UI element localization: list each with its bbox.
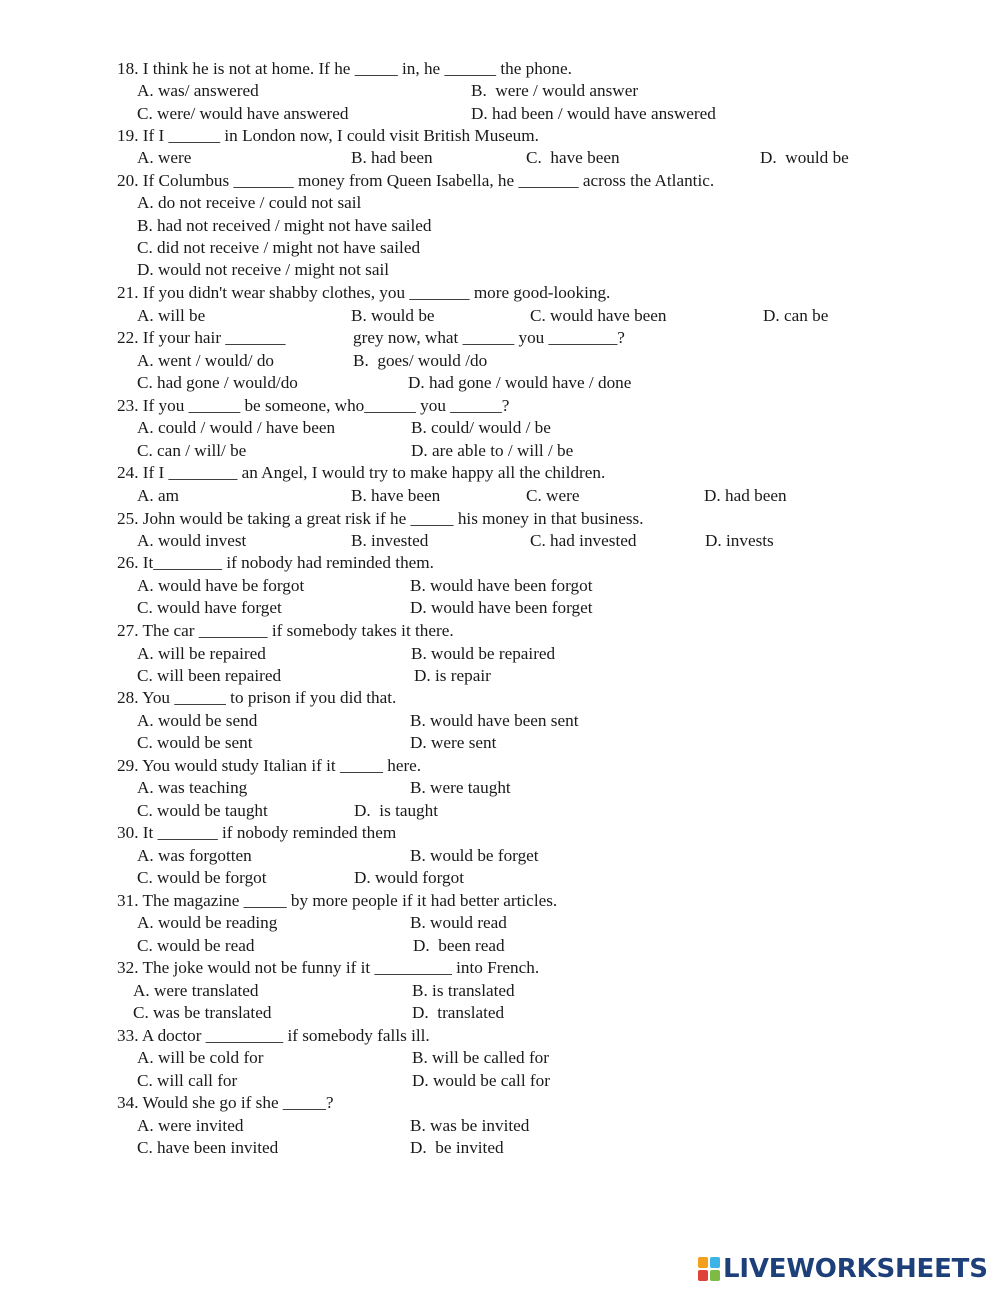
question-text: 20. If Columbus _______ money from Queen Isabella, he _______ across the Atlantic. [117,171,715,190]
answer-option: A. would be send [137,711,258,730]
answer-option: C. would be read [137,936,255,955]
question-text: 22. If your hair _______ [117,328,286,347]
answer-option: A. was forgotten [137,846,252,865]
answer-option: D. had been / would have answered [471,104,716,123]
answer-option: B. will be called for [412,1048,549,1067]
answer-option: A. would have be forgot [137,576,305,595]
answer-option: B. would read [410,913,507,932]
logo-text: LIVEWORKSHEETS [723,1254,988,1284]
question-text: 28. You ______ to prison if you did that. [117,688,397,707]
answer-option: B. have been [351,486,441,505]
answer-option: D. are able to / will / be [411,441,574,460]
answer-option: B. would be repaired [411,644,556,663]
question-text: 18. I think he is not at home. If he _____ in, he ______ the phone. [117,59,572,78]
answer-option: C. had invested [530,531,637,550]
answer-option: B. would have been forgot [410,576,593,595]
answer-option: B. invested [351,531,429,550]
answer-option: D. is repair [414,666,491,685]
answer-option: A. were translated [133,981,259,1000]
answer-option: D. be invited [410,1138,504,1157]
answer-option: D. would be [760,148,849,167]
answer-option: A. was teaching [137,778,248,797]
answer-option: B. would have been sent [410,711,579,730]
question-text: 21. If you didn't wear shabby clothes, you _______ more good-looking. [117,283,611,302]
answer-option: D. invests [705,531,774,550]
answer-option: A. will be cold for [137,1048,264,1067]
answer-option: C. would be sent [137,733,253,752]
answer-option: D. would be call for [412,1071,550,1090]
answer-option: D. had gone / would have / done [408,373,632,392]
question-text: 19. If I ______ in London now, I could visit British Museum. [117,126,539,145]
answer-option: B. was be invited [410,1116,530,1135]
answer-option: C. did not receive / might not have sailed [137,238,421,257]
answer-option: C. had gone / would/do [137,373,298,392]
answer-option: A. am [137,486,180,505]
answer-option: A. could / would / have been [137,418,336,437]
question-text: 24. If I ________ an Angel, I would try to make happy all the children. [117,463,606,482]
answer-option: C. have been invited [137,1138,279,1157]
answer-option: B. were / would answer [471,81,639,100]
question-text: 25. John would be taking a great risk if he _____ his money in that business. [117,509,644,528]
answer-option: C. would have forget [137,598,282,617]
question-text: 29. You would study Italian if it _____ here. [117,756,422,775]
answer-option: D. is taught [354,801,439,820]
question-text: 32. The joke would not be funny if it _________ into French. [117,958,540,977]
answer-option: A. would invest [137,531,247,550]
answer-option: A. will be repaired [137,644,266,663]
answer-option: A. was/ answered [137,81,259,100]
answer-option: D. would forgot [354,868,464,887]
answer-option: C. will call for [137,1071,238,1090]
answer-option: B. had not received / might not have sailed [137,216,432,235]
question-text: 33. A doctor _________ if somebody falls ill. [117,1026,430,1045]
answer-option: C. would be taught [137,801,268,820]
question-text: 30. It _______ if nobody reminded them [117,823,397,842]
answer-option: C. will been repaired [137,666,282,685]
answer-option: D. had been [704,486,787,505]
answer-option: C. was be translated [133,1003,272,1022]
answer-option: D. can be [763,306,829,325]
question-text: 27. The car ________ if somebody takes it there. [117,621,454,640]
answer-option: B. had been [351,148,433,167]
answer-option: A. will be [137,306,206,325]
answer-option: B. would be [351,306,435,325]
question-text: 23. If you ______ be someone, who______ you ______? [117,396,510,415]
answer-option: D. were sent [410,733,497,752]
answer-option: A. were invited [137,1116,244,1135]
answer-option: D. translated [412,1003,505,1022]
answer-option: B. is translated [412,981,515,1000]
answer-option: C. would be forgot [137,868,267,887]
question-text: grey now, what ______ you ________? [353,328,625,347]
answer-option: B. goes/ would /do [353,351,488,370]
question-text: 34. Would she go if she _____? [117,1093,334,1112]
answer-option: A. would be reading [137,913,278,932]
answer-option: C. can / will/ be [137,441,247,460]
answer-option: C. would have been [530,306,667,325]
answer-option: C. were [526,486,580,505]
liveworksheets-logo[interactable] [698,1254,988,1284]
answer-option: A. were [137,148,192,167]
answer-option: B. were taught [410,778,511,797]
answer-option: A. do not receive / could not sail [137,193,362,212]
answer-option: B. could/ would / be [411,418,551,437]
answer-option: D. would not receive / might not sail [137,260,390,279]
answer-option: D. would have been forget [410,598,593,617]
answer-option: C. have been [526,148,620,167]
answer-option: B. would be forget [410,846,539,865]
answer-option: D. been read [413,936,505,955]
liveworksheets-logo-icon [698,1257,720,1281]
answer-option: C. were/ would have answered [137,104,349,123]
answer-option: A. went / would/ do [137,351,275,370]
question-text: 26. It________ if nobody had reminded them. [117,553,434,572]
question-text: 31. The magazine _____ by more people if it had better articles. [117,891,558,910]
